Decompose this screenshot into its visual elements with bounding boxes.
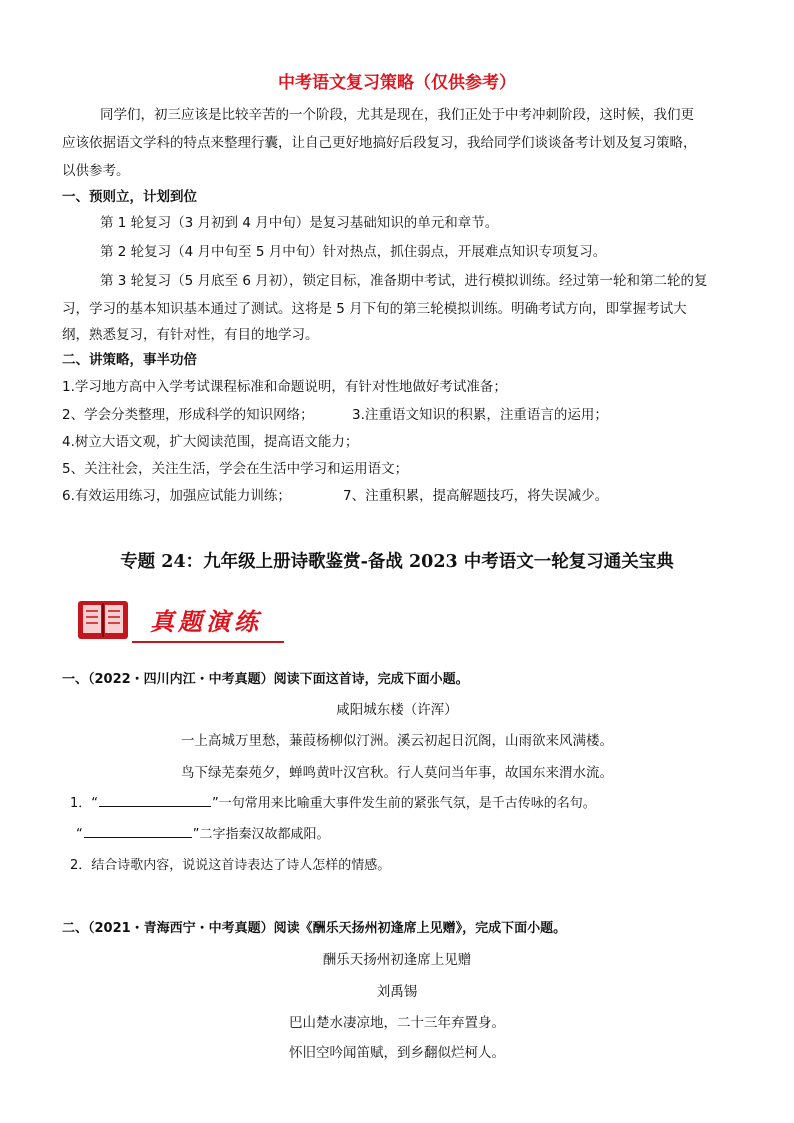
q1-sub-2: 2．结合诗歌内容，说说这首诗表达了诗人怎样的情感。	[70, 858, 391, 873]
q2-author: 刘禹锡	[376, 984, 418, 1000]
tip-5: 5、关注社会，关注生活，学会在生活中学习和运用语文；	[62, 461, 409, 477]
answer-blank-1[interactable]	[99, 791, 211, 807]
q1-poem-title: 咸阳城东楼（许浑）	[336, 702, 458, 718]
section2-heading: 二、讲策略，事半功倍	[62, 352, 197, 368]
tip-2: 2、学会分类整理，形成科学的知识网络；	[62, 407, 314, 423]
q1-poem-line-2: 鸟下绿芜秦苑夕，蝉鸣黄叶汉宫秋。行人莫问当年事，故国东来渭水流。	[181, 765, 613, 781]
tip-7: 7、注重积累，提高解题技巧，将失误减少。	[343, 488, 609, 504]
strategy-title: 中考语文复习策略（仅供参考）	[278, 73, 516, 93]
tip-1: 1.学习地方高中入学考试课程标准和命题说明，有针对性地做好考试准备；	[62, 379, 507, 395]
round3-line-1: 第 3 轮复习（5 月底至 6 月初），锁定目标，准备期中考试，进行模拟训练。经过第一轮和第二轮的复	[100, 273, 708, 289]
q1-sub1b-prefix: “	[76, 827, 83, 842]
q1-sub1-suffix: ”一句常用来比喻重大事件发生前的紧张气氛，是千古传咏的名句。	[212, 796, 596, 811]
round3-line-2: 习，学习的基本知识基本通过了测试。这将是 5 月下旬的第三轮模拟训练。明确考试方向，即掌握考试大	[62, 301, 687, 317]
q1-heading: 一、（2022・四川内江・中考真题）阅读下面这首诗，完成下面小题。	[62, 672, 469, 687]
q1-poem-line-1: 一上高城万里愁，蒹葭杨柳似汀洲。溪云初起日沉阁，山雨欲来风满楼。	[181, 733, 613, 749]
round2-text: 第 2 轮复习（4 月中旬至 5 月中旬）针对热点，抓住弱点，开展难点知识专项复习。	[100, 244, 607, 260]
intro-line-1: 同学们，初三应该是比较辛苦的一个阶段，尤其是现在，我们正处于中考冲刺阶段，这时候，我们更	[100, 107, 694, 123]
q1-sub-1	[70, 791, 750, 817]
tip-4: 4.树立大语文观，扩大阅读范围，提高语文能力；	[62, 434, 359, 450]
q1-sub1-prefix: 1．“	[70, 796, 99, 811]
intro-line-2: 应该依据语文学科的特点来整理行囊，让自己更好地搞好后段复习，我给同学们谈谈备考计划及复习策略，	[62, 135, 697, 151]
answer-blank-2[interactable]	[84, 822, 192, 838]
section1-heading: 一、预则立，计划到位	[62, 189, 197, 205]
q1-sub1b-suffix: ”二字指秦汉故都咸阳。	[192, 827, 330, 842]
round1-text: 第 1 轮复习（3 月初到 4 月中旬）是复习基础知识的单元和章节。	[100, 215, 499, 231]
q1-sub-1b	[76, 822, 756, 848]
intro-line-3: 以供参考。	[62, 163, 130, 179]
banner-text: 真题演练	[150, 607, 262, 636]
practice-banner	[76, 595, 286, 647]
tip-3: 3.注重语文知识的积累，注重语言的运用；	[352, 407, 608, 423]
tip-6: 6.有效运用练习，加强应试能力训练；	[62, 488, 291, 504]
q2-heading: 二、（2021・青海西宁・中考真题）阅读《酬乐天扬州初逢席上见赠》，完成下面小题。	[62, 921, 567, 936]
q2-poem-title: 酬乐天扬州初逢席上见赠	[322, 952, 472, 968]
topic-title: 专题 24：九年级上册诗歌鉴赏-备战 2023 中考语文一轮复习通关宝典	[120, 552, 674, 572]
q2-line-2: 怀旧空吟闻笛赋，到乡翻似烂柯人。	[289, 1045, 505, 1061]
round3-line-3: 纲，熟悉复习，有针对性，有目的地学习。	[62, 327, 319, 343]
q2-line-1: 巴山楚水凄凉地，二十三年弃置身。	[289, 1015, 505, 1031]
